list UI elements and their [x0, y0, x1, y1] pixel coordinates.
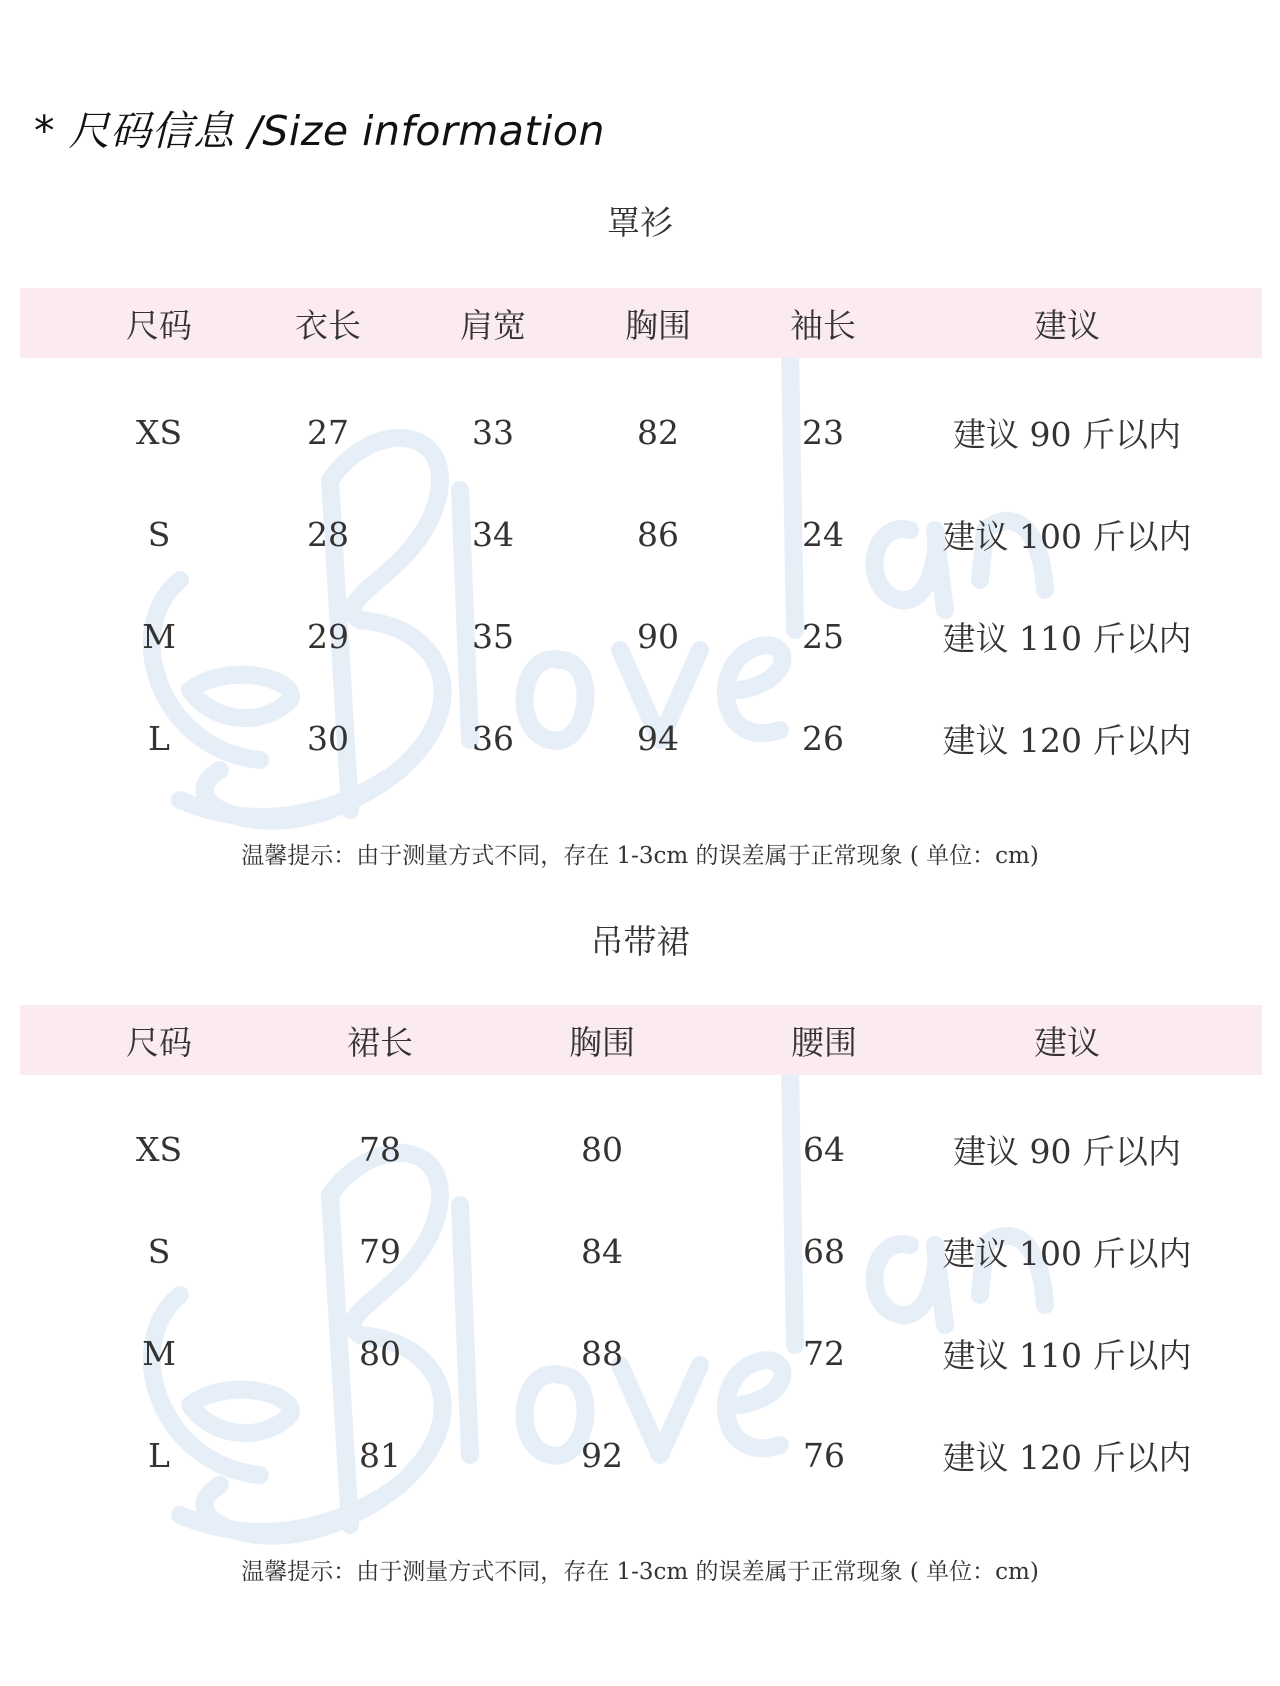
table-header-row	[20, 288, 1262, 358]
table-cell: M	[142, 1333, 176, 1373]
table-cell: 90	[637, 616, 679, 656]
table-cell: 33	[472, 412, 514, 452]
table-cell: 建议 90 斤以内	[953, 414, 1181, 454]
table-cell: 81	[359, 1435, 401, 1475]
table-cell: 24	[802, 514, 844, 554]
header-cell: 腰围	[791, 1022, 857, 1062]
table-row	[20, 1295, 1262, 1397]
header-cell: 建议	[1034, 305, 1100, 345]
table-cell: 25	[802, 616, 844, 656]
table-cell: S	[147, 514, 171, 554]
table-cell: 80	[359, 1333, 401, 1373]
measurement-note: 温馨提示：由于测量方式不同，存在 1-3cm 的误差属于正常现象 ( 单位：cm)	[241, 843, 1039, 869]
header-cell: 裙长	[347, 1022, 413, 1062]
table-cell: 建议 90 斤以内	[953, 1131, 1181, 1171]
page-title: * 尺码信息 /Size information	[34, 107, 605, 155]
table-cell: 建议 120 斤以内	[942, 720, 1192, 760]
table-cell: 23	[802, 412, 844, 452]
table-row	[20, 1397, 1262, 1499]
table-cell: 88	[581, 1333, 623, 1373]
table-cell: S	[147, 1231, 171, 1271]
table-cell: 68	[803, 1231, 845, 1271]
table-cell: 建议 100 斤以内	[942, 516, 1192, 556]
table-cell: 29	[307, 616, 349, 656]
header-cell: 建议	[1034, 1022, 1100, 1062]
header-cell: 尺码	[126, 1022, 192, 1062]
table-cell: 34	[472, 514, 514, 554]
header-cell: 袖长	[790, 305, 856, 345]
table-cell: L	[148, 718, 170, 758]
header-cell: 肩宽	[460, 305, 526, 345]
table-cell: 84	[581, 1231, 623, 1271]
section-title-blouse: 罩衫	[607, 203, 673, 242]
section-title-slip-dress: 吊带裙	[590, 922, 690, 961]
table-cell: 27	[307, 412, 349, 452]
table-row	[20, 1091, 1262, 1193]
table-cell: M	[142, 616, 176, 656]
table-cell: 64	[803, 1129, 845, 1169]
table-row	[20, 374, 1262, 476]
table-cell: 94	[637, 718, 679, 758]
size-table-slip-dress	[20, 1005, 1262, 1499]
table-cell: 80	[581, 1129, 623, 1169]
table-cell: XS	[135, 412, 183, 452]
table-cell: 86	[637, 514, 679, 554]
header-cell: 衣长	[295, 305, 361, 345]
table-cell: 建议 110 斤以内	[942, 618, 1192, 658]
table-row	[20, 1193, 1262, 1295]
table-cell: 82	[637, 412, 679, 452]
table-cell: 72	[803, 1333, 845, 1373]
table-cell: 26	[802, 718, 844, 758]
header-cell: 胸围	[569, 1022, 635, 1062]
table-cell: 78	[359, 1129, 401, 1169]
table-header-row	[20, 1005, 1262, 1075]
table-cell: 建议 100 斤以内	[942, 1233, 1192, 1273]
size-table-blouse	[20, 288, 1262, 782]
table-cell: XS	[135, 1129, 183, 1169]
header-cell: 尺码	[126, 305, 192, 345]
table-cell: 35	[472, 616, 514, 656]
table-cell: 30	[307, 718, 349, 758]
measurement-note: 温馨提示：由于测量方式不同，存在 1-3cm 的误差属于正常现象 ( 单位：cm)	[241, 1559, 1039, 1585]
table-cell: 79	[359, 1231, 401, 1271]
table-row	[20, 680, 1262, 782]
table-row	[20, 578, 1262, 680]
table-cell: 92	[581, 1435, 623, 1475]
table-cell: 76	[803, 1435, 845, 1475]
table-cell: 36	[472, 718, 514, 758]
table-cell: 建议 120 斤以内	[942, 1437, 1192, 1477]
table-cell: L	[148, 1435, 170, 1475]
table-cell: 建议 110 斤以内	[942, 1335, 1192, 1375]
header-cell: 胸围	[625, 305, 691, 345]
table-cell: 28	[307, 514, 349, 554]
table-row	[20, 476, 1262, 578]
